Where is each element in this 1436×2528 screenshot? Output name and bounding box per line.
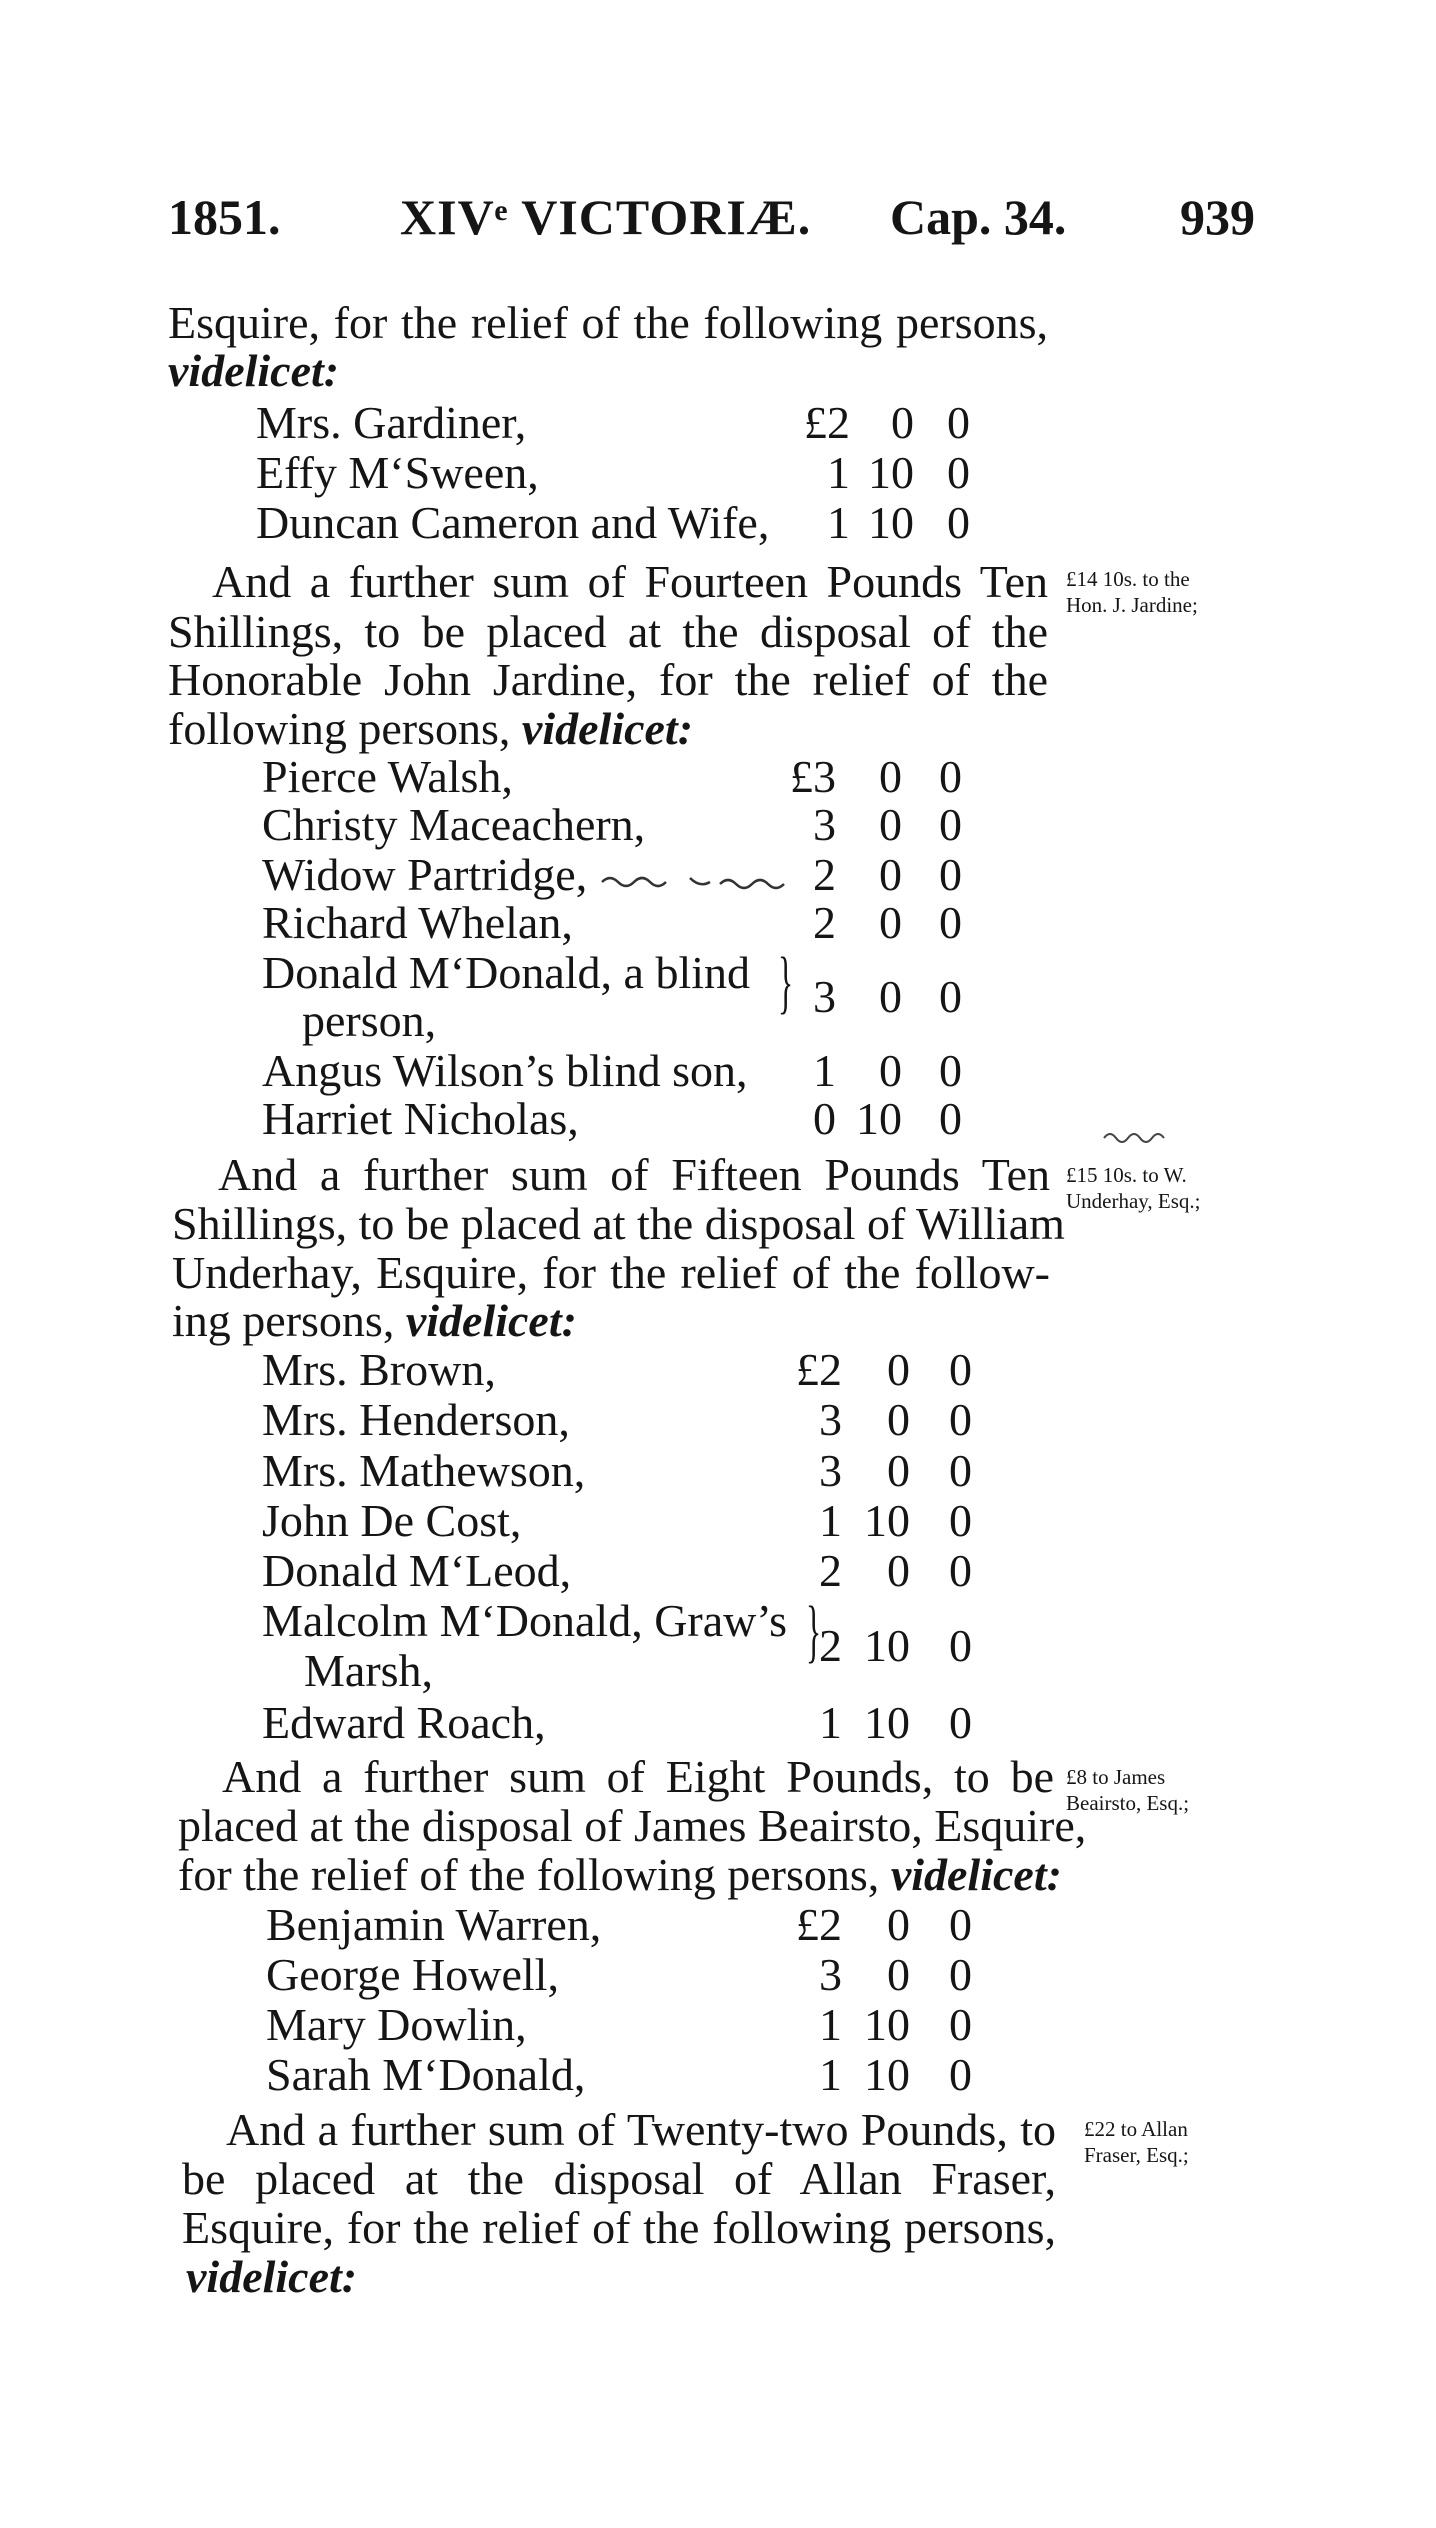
amount-shillings: 10 bbox=[868, 497, 914, 548]
para3-line-4-text: ing persons, bbox=[172, 1295, 406, 1346]
amount-shillings: 10 bbox=[864, 1620, 910, 1671]
amount-shillings: 10 bbox=[868, 447, 914, 498]
list-item-name: Richard Whelan, bbox=[262, 897, 573, 948]
amount-pounds: 3 bbox=[819, 1949, 842, 2000]
margin-note-3-line-2: Beairsto, Esq.; bbox=[1066, 1791, 1190, 1815]
amount-pounds: £2 bbox=[804, 397, 850, 448]
list-item-name: Donald M‘Donald, a blind bbox=[262, 947, 751, 998]
amount-shillings: 0 bbox=[879, 971, 902, 1022]
amount-pence: 0 bbox=[949, 1344, 972, 1395]
list-item-name: Donald M‘Leod, bbox=[262, 1545, 572, 1596]
list-item-name: Mrs. Mathewson, bbox=[262, 1445, 586, 1496]
amount-pounds: 1 bbox=[819, 1697, 842, 1748]
margin-squiggle-mark bbox=[1100, 1124, 1190, 1148]
amount-shillings: 10 bbox=[864, 1697, 910, 1748]
amount-pounds: 1 bbox=[827, 497, 850, 548]
margin-note-4-line-1: £22 to Allan bbox=[1084, 2117, 1188, 2141]
amount-pence: 0 bbox=[949, 1949, 972, 2000]
list-item-name: Mary Dowlin, bbox=[266, 1999, 527, 2050]
amount-shillings: 0 bbox=[887, 1394, 910, 1445]
list-item-name: Pierce Walsh, bbox=[262, 751, 513, 802]
para2-line-4-text: following persons, bbox=[168, 703, 522, 754]
amount-shillings: 0 bbox=[887, 1344, 910, 1395]
para3-line-3: Underhay, Esquire, for the relief of the follow- bbox=[172, 1247, 1050, 1298]
list-item-name: Duncan Cameron and Wife, bbox=[256, 497, 770, 548]
amount-shillings: 10 bbox=[856, 1093, 902, 1144]
header-chapter: Cap. 34. bbox=[890, 189, 1067, 245]
margin-note-1 bbox=[1066, 566, 1266, 618]
amount-pence: 0 bbox=[939, 849, 962, 900]
para3-line-1: And a further sum of Fifteen Pounds Ten bbox=[218, 1149, 1050, 1200]
amount-pence: 0 bbox=[947, 397, 970, 448]
amount-shillings: 0 bbox=[887, 1445, 910, 1496]
header-year: 1851. bbox=[168, 189, 281, 245]
margin-note-3-line-1: £8 to James bbox=[1066, 1765, 1166, 1789]
list-item-name-continued: Marsh, bbox=[304, 1645, 434, 1696]
para4-line-1: And a further sum of Eight Pounds, to be bbox=[222, 1751, 1054, 1802]
amount-pence: 0 bbox=[947, 497, 970, 548]
list-item-name: George Howell, bbox=[266, 1949, 559, 2000]
amount-pence: 0 bbox=[949, 1620, 972, 1671]
amount-shillings: 0 bbox=[887, 1949, 910, 2000]
amount-shillings: 10 bbox=[864, 1999, 910, 2050]
amount-shillings: 0 bbox=[879, 1045, 902, 1096]
header-title: XIVᵉ VICTORIÆ. bbox=[400, 189, 812, 245]
amount-pence: 0 bbox=[939, 751, 962, 802]
amount-pence: 0 bbox=[949, 1445, 972, 1496]
margin-note-4 bbox=[1084, 2116, 1284, 2168]
amount-shillings: 0 bbox=[879, 849, 902, 900]
para4-line-2: placed at the disposal of James Beairsto, Esquire, bbox=[178, 1800, 1087, 1851]
amount-pence: 0 bbox=[939, 971, 962, 1022]
amount-pounds: 3 bbox=[813, 799, 836, 850]
amount-pence: 0 bbox=[949, 2049, 972, 2100]
amount-shillings: 0 bbox=[879, 751, 902, 802]
amount-pence: 0 bbox=[949, 1697, 972, 1748]
amount-pounds: 1 bbox=[819, 1495, 842, 1546]
amount-shillings: 10 bbox=[864, 2049, 910, 2100]
amount-pence: 0 bbox=[939, 799, 962, 850]
list-item-name-continued: person, bbox=[302, 995, 437, 1046]
list-item-name: Mrs. Brown, bbox=[262, 1344, 496, 1395]
para5-line-2: be placed at the disposal of Allan Fraser, bbox=[182, 2153, 1056, 2204]
margin-note-2-line-1: £15 10s. to W. bbox=[1066, 1163, 1187, 1187]
list-item-name: Mrs. Gardiner, bbox=[256, 397, 527, 448]
amount-pounds: £2 bbox=[796, 1899, 842, 1950]
para2-line-1: And a further sum of Fourteen Pounds Ten bbox=[212, 556, 1048, 607]
header-page-number: 939 bbox=[1180, 189, 1255, 245]
intro-line-2: videlicet: bbox=[168, 345, 340, 396]
amount-pounds: 3 bbox=[819, 1394, 842, 1445]
curly-brace: } bbox=[778, 944, 794, 1021]
margin-note-2 bbox=[1066, 1162, 1266, 1214]
list-item-name: Edward Roach, bbox=[262, 1697, 546, 1748]
amount-pounds: 2 bbox=[813, 897, 836, 948]
curly-brace: } bbox=[806, 1593, 822, 1670]
para2-line-3: Honorable John Jardine, for the relief of the bbox=[168, 654, 1048, 705]
amount-pounds: 1 bbox=[813, 1045, 836, 1096]
para4-videlicet: videlicet: bbox=[890, 1849, 1062, 1900]
amount-pounds: £2 bbox=[796, 1344, 842, 1395]
amount-pence: 0 bbox=[939, 897, 962, 948]
para2-videlicet: videlicet: bbox=[521, 703, 694, 754]
margin-note-4-line-2: Fraser, Esq.; bbox=[1084, 2143, 1189, 2167]
amount-shillings: 0 bbox=[891, 397, 914, 448]
intro-line-1: Esquire, for the relief of the following persons, bbox=[168, 297, 1048, 348]
amount-shillings: 0 bbox=[887, 1545, 910, 1596]
amount-pounds: 3 bbox=[813, 971, 836, 1022]
amount-pounds: 2 bbox=[819, 1545, 842, 1596]
amount-pence: 0 bbox=[949, 1999, 972, 2050]
list-item-name: Angus Wilson’s blind son, bbox=[262, 1045, 748, 1096]
amount-shillings: 0 bbox=[879, 799, 902, 850]
para4-line-3 bbox=[178, 1850, 1062, 1900]
margin-note-3 bbox=[1066, 1764, 1266, 1816]
list-item-name: Benjamin Warren, bbox=[266, 1899, 602, 1950]
amount-pence: 0 bbox=[947, 447, 970, 498]
list-item-name: Harriet Nicholas, bbox=[262, 1093, 579, 1144]
list-item-name: Effy M‘Sween, bbox=[256, 447, 539, 498]
para5-line-3: Esquire, for the relief of the following persons, bbox=[182, 2202, 1056, 2253]
amount-shillings: 0 bbox=[879, 897, 902, 948]
amount-pence: 0 bbox=[949, 1394, 972, 1445]
amount-pence: 0 bbox=[939, 1045, 962, 1096]
para2-line-2: Shillings, to be placed at the disposal of the bbox=[168, 606, 1048, 657]
margin-note-1-line-1: £14 10s. to the bbox=[1066, 567, 1190, 591]
amount-shillings: 10 bbox=[864, 1495, 910, 1546]
list-item-name: Sarah M‘Donald, bbox=[266, 2049, 586, 2100]
amount-pounds: £3 bbox=[790, 751, 836, 802]
amount-pence: 0 bbox=[949, 1545, 972, 1596]
amount-pounds: 2 bbox=[813, 849, 836, 900]
list-item-name: John De Cost, bbox=[262, 1495, 522, 1546]
amount-pence: 0 bbox=[949, 1495, 972, 1546]
para2-line-4 bbox=[168, 704, 693, 754]
amount-pounds: 1 bbox=[827, 447, 850, 498]
running-header bbox=[0, 188, 1436, 258]
margin-note-2-line-2: Underhay, Esq.; bbox=[1066, 1189, 1201, 1213]
amount-pounds: 1 bbox=[819, 2049, 842, 2100]
list-item-name: Mrs. Henderson, bbox=[262, 1394, 570, 1445]
amount-pounds: 2 bbox=[819, 1620, 842, 1671]
amount-pence: 0 bbox=[949, 1899, 972, 1950]
para3-videlicet: videlicet: bbox=[405, 1295, 577, 1346]
list-item-name: Christy Maceachern, bbox=[262, 799, 646, 850]
para3-line-4 bbox=[172, 1296, 577, 1346]
para4-line-3-text: for the relief of the following persons, bbox=[178, 1849, 891, 1900]
list-item-name: Widow Partridge, bbox=[262, 849, 588, 900]
amount-pence: 0 bbox=[939, 1093, 962, 1144]
list-item-name: Malcolm M‘Donald, Graw’s bbox=[262, 1595, 788, 1646]
amount-shillings: 0 bbox=[887, 1899, 910, 1950]
margin-note-1-line-2: Hon. J. Jardine; bbox=[1066, 593, 1198, 617]
amount-pounds: 0 bbox=[813, 1093, 836, 1144]
amount-pounds: 3 bbox=[819, 1445, 842, 1496]
para5-videlicet: videlicet: bbox=[186, 2251, 358, 2302]
para5-line-1: And a further sum of Twenty-two Pounds, to bbox=[226, 2104, 1056, 2155]
amount-pounds: 1 bbox=[819, 1999, 842, 2050]
para3-line-2: Shillings, to be placed at the disposal of William bbox=[172, 1198, 1065, 1249]
